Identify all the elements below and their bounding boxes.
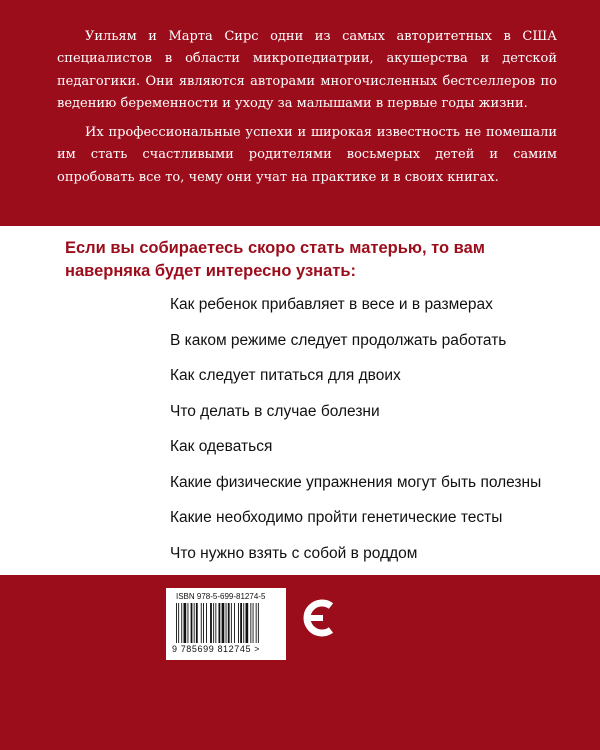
isbn-label: ISBN 978-5-699-81274-5 <box>176 592 266 601</box>
authors-bio <box>57 26 557 196</box>
topic-item: Как одеваться <box>170 438 273 455</box>
top-red-band <box>0 0 600 226</box>
topics-list <box>170 295 570 579</box>
barcode-digits: 9 785699 812745 > <box>172 644 261 654</box>
intro-heading: Если вы собираетесь скоро стать матерью, то вам наверняка будет интересно узнать: <box>65 239 485 280</box>
topic-item: Как следует питаться для двоих <box>170 367 401 384</box>
topic-item: Какие необходимо пройти генетические тесты <box>170 509 503 526</box>
topic-item: Какие физические упражнения могут быть полезны <box>170 473 542 491</box>
bio-paragraph: Их профессиональные успехи и широкая известность не помешали им стать счастливыми родителями восьмерых детей и самим опробовать все то, чему они учат на практике и в своих книгах. <box>57 125 557 185</box>
bio-paragraph: Уильям и Марта Сирс одни из самых авторитетных в США специалистов в области микропедиатрии, акушерства и детской педагогики. Они являются авторами многочисленных бестселлеров по ведению беременности и уходу за малышами в первые годы жизни. <box>57 29 557 111</box>
topic-item: В каком режиме следует продолжать работать <box>170 331 507 349</box>
topic-item: Как ребенок прибавляет в весе и в размерах <box>170 296 493 313</box>
eksmo-logo-icon <box>298 596 338 640</box>
topic-item: Что нужно взять с собой в роддом <box>170 544 418 562</box>
barcode <box>166 588 286 660</box>
barcode-bars <box>176 603 276 643</box>
topic-item: Что делать в случае болезни <box>170 402 380 420</box>
